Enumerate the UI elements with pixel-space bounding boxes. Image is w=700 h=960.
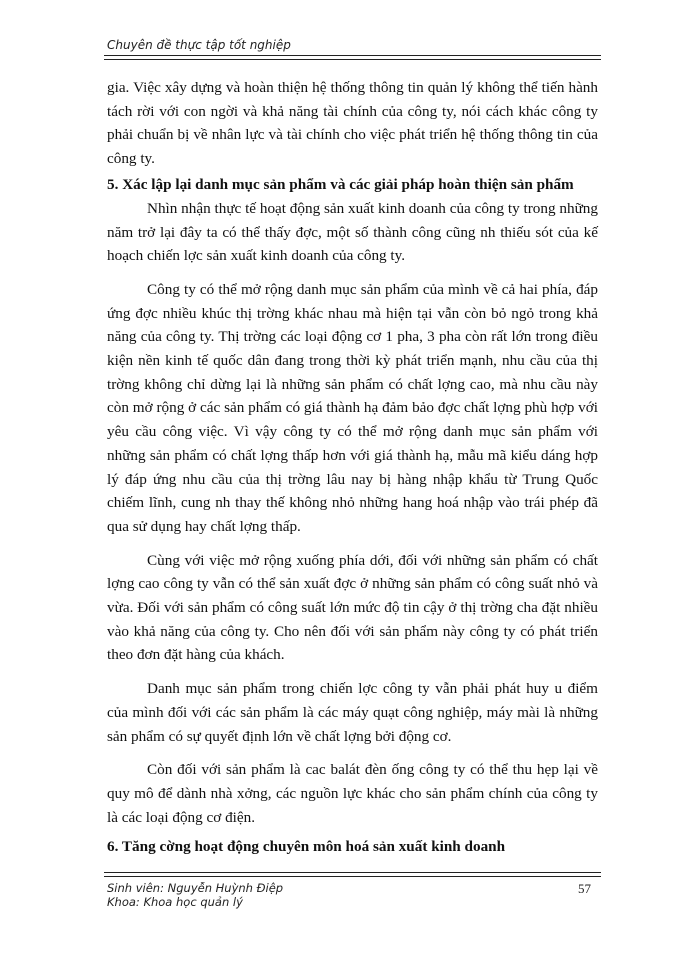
- paragraph: Còn đối với sản phẩm là cac balát đèn ống công ty có thể thu hẹp lại về quy mô để dành nhà xởng, các nguồn lực khác cho sản phẩm chính của công ty là các loại động cơ điện.: [107, 761, 598, 826]
- footer-rule: [104, 876, 601, 877]
- section-heading: 5. Xác lập lại danh mục sản phẩm và các giải pháp hoàn thiện sản phẩm: [107, 175, 574, 193]
- paragraph: Nhìn nhận thực tế hoạt động sản xuất kinh doanh của công ty trong những năm trở lại đây ta có thể thấy đợc, một số thành công cũng nh thiếu sót của kế hoạch chiến lợc sản xuất kinh doanh của công ty.: [107, 199, 598, 265]
- document-body: [107, 76, 598, 859]
- section-heading: 6. Tăng cờng hoạt động chuyên môn hoá sản xuất kinh doanh: [107, 838, 506, 856]
- running-header: Chuyên đề thực tập tốt nghiệp: [107, 38, 291, 52]
- header-rule: [104, 55, 601, 56]
- faculty-name: Khoa: Khoa học quản lý: [107, 895, 243, 909]
- paragraph: Công ty có thể mở rộng danh mục sản phẩm của mình về cả hai phía, đáp ứng đợc nhiều khúc thị trờng khác nhau mà hiện tại vẫn còn bỏ ngỏ trong khả năng của công ty. Thị trờng các loại động cơ 1 pha, 3 pha còn rất lớn trong điều kiện nền kinh tế quốc dân đang trong thời kỳ phát triển mạnh, nhu cầu của thị trờng không chỉ dừng lại là những sản phẩm có chất lợng cao, mà nhu cầu này còn mở rộng ở các sản phẩm có giá thành hạ đảm bảo đợc chất lợng phù hợp với yêu cầu công việc. Vì vậy công ty có thể mở rộng danh mục sản phẩm với những sản phẩm có chất lợng thấp hơn với giá thành hạ, mẫu mã kiểu dáng hợp lý đáp ứng nhu cầu của thị trờng lâu nay bị hàng nhập khẩu từ Trung Quốc chiếm lĩnh, cung nh thay thế không nhỏ những hang hoá nhập vào trái phép đã qua sử dụng hay chất lợng thấp.: [107, 280, 598, 535]
- paragraph: Cùng với việc mở rộng xuống phía dới, đối với những sản phẩm có chất lợng cao công ty vẫn có thể sản xuất đợc ở những sản phẩm có công suất nhỏ và vừa. Đối với sản phẩm có công suất lớn mức độ tin cậy ở thị trờng cha đặt nhiều vào khả năng của công ty. Cho nên đối với sản phẩm này công ty có phát triển theo đơn đặt hàng của khách.: [107, 551, 598, 664]
- paragraph: Danh mục sản phẩm trong chiến lợc công ty vẫn phải phát huy u điểm của mình đối với các sản phẩm là các máy quạt công nghiệp, máy mài là những sản phẩm có sự quyết định lớn về chất lợng bởi động cơ.: [107, 680, 598, 745]
- footer-rule: [104, 872, 601, 873]
- page-number: 57: [578, 881, 591, 896]
- header-rule: [104, 59, 601, 60]
- student-name: Sinh viên: Nguyễn Huỳnh Điệp: [107, 881, 284, 895]
- paragraph: gia. Việc xây dựng và hoàn thiện hệ thống thông tin quản lý không thể tiến hành tách rời với con ngời và khả năng tài chính của công ty, nói cách khác công ty phải chuẩn bị về nhân lực và tài chính cho việc phát triển hệ thống thông tin của công ty.: [107, 79, 598, 168]
- footer-info: [107, 881, 283, 909]
